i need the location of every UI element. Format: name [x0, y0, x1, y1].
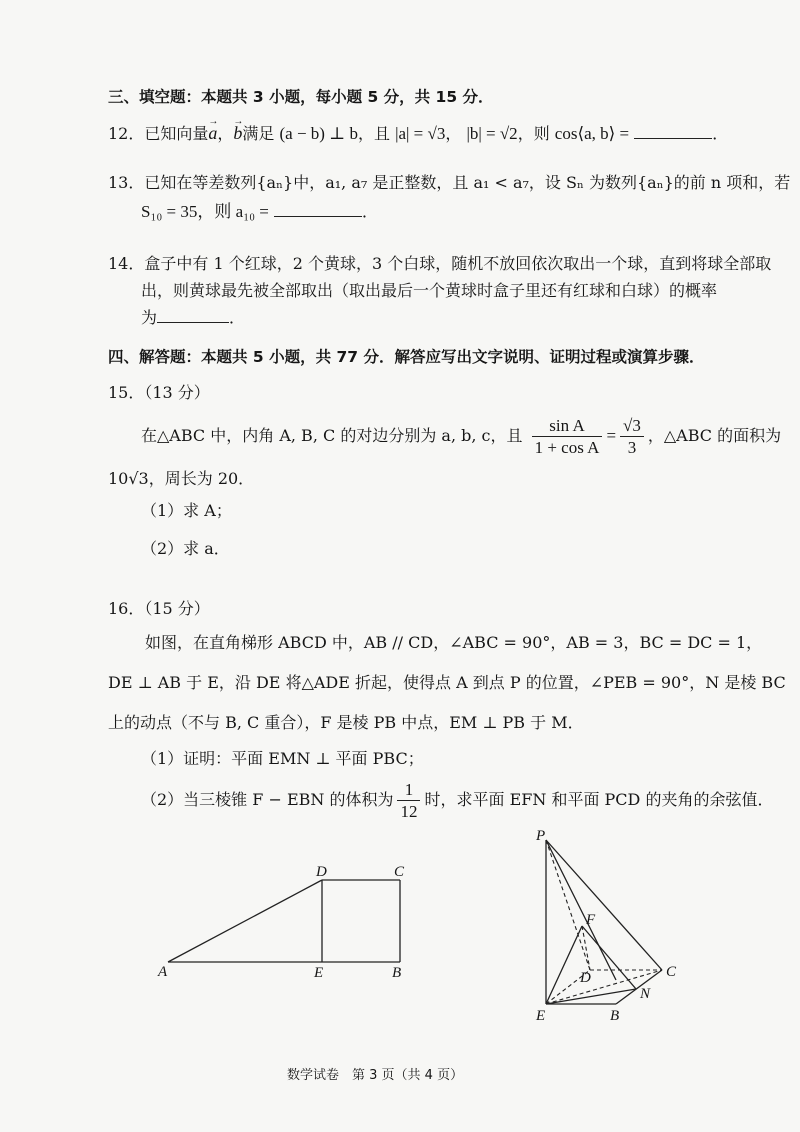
q14-line2: 出，则黄球最先被全部取出（取出最后一个黄球时盒子里还有红球和白球）的概率 [141, 281, 718, 300]
edge-PC [546, 840, 662, 970]
label-F: F [586, 912, 596, 928]
q13-line1 [108, 172, 790, 194]
q16-part2 [141, 776, 773, 826]
edge-PB [546, 840, 616, 980]
section-4-heading: 四、解答题：本题共 5 小题，共 77 分．解答应写出文字说明、证明过程或演算步骤． [108, 348, 705, 366]
q13-text2: S₁₀ = 35，则 a₁₀ = [141, 202, 269, 221]
q14-line3: 为 ． [141, 308, 246, 327]
segment-AD [168, 880, 322, 962]
label-E: E [536, 1008, 546, 1024]
q13-text1: 已知在等差数列{aₙ}中，a₁, a₇ 是正整数，且 a₁ < a₇，设 Sₙ 为数列{aₙ}的前 n 项和，若 [144, 173, 791, 192]
q14-line1 [108, 253, 771, 275]
q15-stem-line2: 10√3，周长为 20． [108, 469, 255, 488]
label-C: C [666, 964, 677, 980]
section-3-heading: 三、填空题：本题共 3 小题，每小题 5 分，共 15 分． [108, 88, 494, 106]
q16-part2-b: 时，求平面 EFN 和平面 PCD 的夹角的余弦值． [424, 790, 774, 809]
question-12: 12．已知向量→ a，→ b满足 (a − b) ⊥ b，且 |a| = √3， |b| = √2，则 cos⟨a, b⟩ = ． [108, 122, 728, 145]
q15-number: 15．（13 分） [108, 383, 210, 402]
q15-stem-line1 [141, 412, 781, 462]
label-A: A [158, 964, 168, 980]
q15-part2: （2）求 a． [141, 539, 230, 558]
q13-number: 13． [108, 173, 145, 192]
label-E: E [314, 965, 324, 981]
segment-EN [546, 989, 636, 1004]
q12-answer-blank[interactable] [634, 122, 712, 139]
q15-frac-num: sin A [532, 415, 603, 437]
trapezoid-figure [150, 858, 420, 988]
q12-abs-b: |b| = √2 [466, 124, 518, 143]
q12-sep: ， [217, 124, 234, 143]
label-D: D [580, 970, 591, 986]
q12-text: 已知向量 [144, 124, 209, 143]
edge-PD [546, 840, 590, 970]
q14-text1: 盒子中有 1 个红球，2 个黄球，3 个白球，随机不放回依次取出一个球，直到将球全部取 [144, 254, 772, 273]
q12-abs-a: |a| = √3 [395, 124, 446, 143]
q14-number: 14． [108, 254, 145, 273]
q12-text2: 满足 [242, 124, 275, 143]
q14-text3: 为 [141, 308, 158, 327]
edge-BC [616, 970, 662, 1004]
q15-rhs-den: 3 [627, 438, 637, 457]
q14-answer-blank[interactable] [157, 306, 229, 323]
q16-fraction [397, 779, 420, 822]
q12-text4: ，则 [517, 124, 550, 143]
q15-rhs-fraction [620, 415, 644, 458]
q12-number: 12． [108, 124, 145, 143]
q16-part1: （1）证明：平面 EMN ⊥ 平面 PBC； [141, 749, 424, 768]
q16-frac-num: 1 [397, 779, 420, 801]
pyramid-figure [520, 826, 700, 1026]
q16-part2-a: （2）当三棱锥 F − EBN 的体积为 [141, 790, 394, 809]
q15-eq: = [606, 426, 617, 445]
q12-text3: ，且 [357, 124, 390, 143]
label-P: P [536, 828, 546, 844]
label-B: B [610, 1008, 620, 1024]
segment-FD [582, 926, 590, 970]
q15-fraction [532, 415, 603, 458]
q16-frac-den: 12 [400, 802, 418, 821]
q15-rhs-num: √3 [620, 415, 644, 437]
label-N: N [640, 986, 651, 1002]
page-footer: 数学试卷 第 3 页（共 4 页） [287, 1068, 464, 1083]
vector-a: → a [208, 122, 217, 144]
q16-number: 16．（15 分） [108, 599, 210, 618]
vector-b: → b [233, 122, 242, 144]
q15-stem1: 在△ABC 中，内角 A, B, C 的对边分别为 a, b, c，且 [141, 426, 523, 445]
q12-expression: cos⟨a, b⟩ = [554, 124, 630, 143]
q15-stem1-end: ，△ABC 的面积为 [647, 426, 782, 445]
q16-line2: DE ⊥ AB 于 E，沿 DE 将△ADE 折起，使得点 A 到点 P 的位置，∠PEB = 90°，N 是棱 BC [108, 673, 786, 692]
q13-line2: S₁₀ = 35，则 a₁₀ = ． [141, 202, 378, 221]
label-D: D [316, 864, 327, 880]
q16-line3: 上的动点（不与 B, C 重合），F 是棱 PB 中点，EM ⊥ PB 于 M． [108, 713, 584, 732]
label-B: B [392, 965, 402, 981]
segment-EF [546, 926, 582, 1004]
label-C: C [394, 864, 405, 880]
q16-line1: 如图，在直角梯形 ABCD 中，AB // CD，∠ABC = 90°，AB = 3，BC = DC = 1， [145, 633, 763, 652]
q15-part1: （1）求 A； [141, 501, 232, 520]
q12-condition: (a − b) ⊥ b [279, 124, 358, 143]
q13-answer-blank[interactable] [274, 200, 362, 217]
q15-frac-den: 1 + cos A [534, 438, 600, 457]
